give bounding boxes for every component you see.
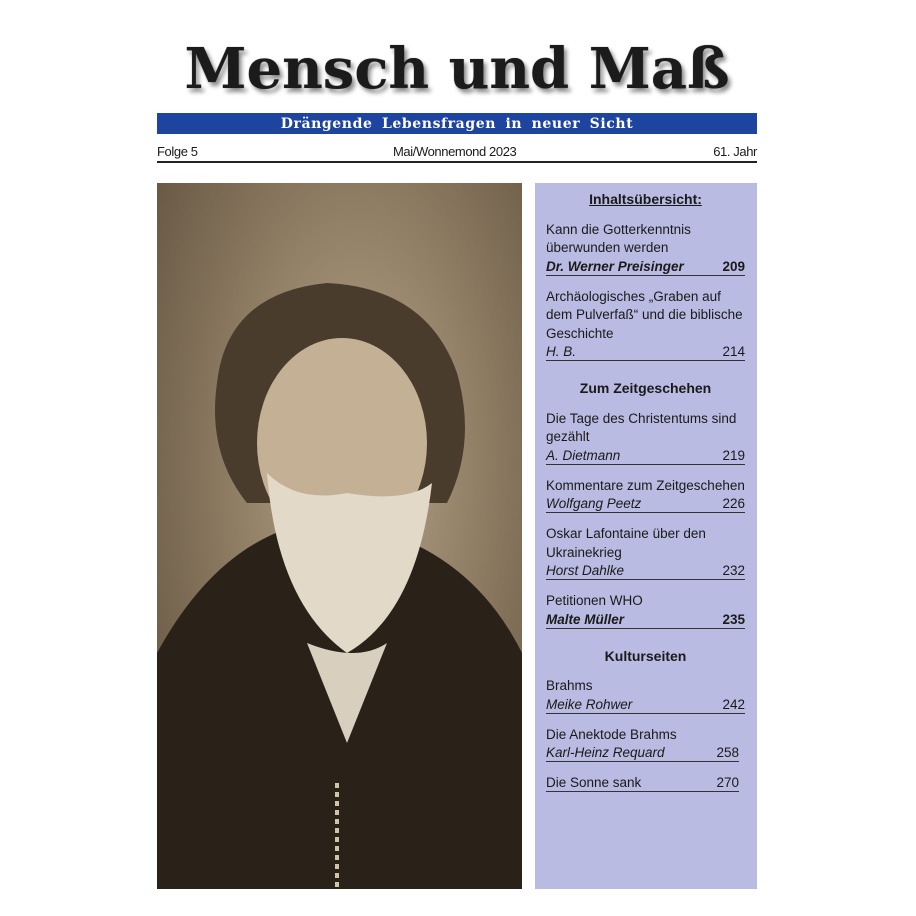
toc-entry-page: 226: [722, 496, 745, 511]
issue-number: Folge 5: [157, 144, 198, 159]
toc-entry-title: Die Anektode Brahms: [546, 726, 677, 742]
toc-entry[interactable]: [546, 477, 745, 514]
toc-entry-author: A. Dietmann: [546, 447, 621, 463]
toc-entry-title: Kommentare zum Zeitgeschehen: [546, 477, 745, 493]
toc-section-heading: Kulturseiten: [604, 647, 687, 664]
toc-entry[interactable]: [546, 525, 745, 580]
toc-entry-title: Archäologisches „Graben auf dem Pulverfaß“ und die biblische Geschichte: [546, 288, 743, 341]
toc-entry-page: 235: [722, 611, 745, 627]
toc-entry-page: 209: [722, 258, 745, 274]
toc-entry[interactable]: [546, 677, 745, 714]
masthead-title: Mensch und Maß: [184, 36, 730, 102]
toc-entry-author: H. B.: [546, 344, 577, 359]
toc-entry-page: 270: [716, 775, 739, 790]
toc-section-heading: Zum Zeitgeschehen: [579, 380, 712, 396]
toc-entry-author: Horst Dahlke: [546, 563, 625, 578]
issue-info-line: [157, 144, 757, 163]
cover-portrait-photo: [157, 183, 522, 889]
toc-entry[interactable]: [546, 221, 745, 276]
toc-entry-page: 258: [716, 745, 739, 760]
portrait-illustration: [157, 183, 522, 889]
toc-entry-title: Oskar Lafontaine über den Ukrainekrieg: [546, 526, 706, 560]
toc-entry-author: Meike Rohwer: [546, 696, 633, 712]
toc-entry-title: Petitionen WHO: [546, 593, 643, 608]
toc-entry-title: Die Tage des Christentums sind gezählt: [546, 410, 737, 444]
toc-entry-author: Malte Müller: [546, 611, 625, 627]
toc-entry-title: Brahms: [546, 678, 593, 693]
toc-entry-author: Karl-Heinz Requard: [546, 745, 665, 760]
table-of-contents-panel: [535, 183, 757, 889]
toc-entry-title: Kann die Gotterkenntnis überwunden werden: [546, 221, 691, 255]
toc-entry[interactable]: [546, 774, 745, 792]
toc-entry-author: Dr. Werner Preisinger: [546, 258, 684, 274]
toc-entry[interactable]: [546, 288, 745, 362]
toc-entry-title: Die Sonne sank: [546, 775, 642, 790]
toc-entry-page: 219: [722, 447, 745, 463]
issue-date: Mai/Wonnemond 2023: [393, 144, 517, 159]
subtitle-bar: Drängende Lebensfragen in neuer Sicht: [157, 113, 757, 134]
toc-entry[interactable]: [546, 410, 745, 465]
toc-heading: Inhaltsübersicht:: [589, 191, 702, 207]
volume-year: 61. Jahr: [713, 144, 757, 159]
toc-entry-page: 214: [722, 344, 745, 359]
toc-entry-author: Wolfgang Peetz: [546, 496, 642, 511]
toc-entry-page: 242: [722, 696, 745, 712]
toc-entry-page: 232: [722, 563, 745, 578]
toc-entry[interactable]: [546, 592, 745, 629]
toc-entry[interactable]: [546, 726, 745, 763]
